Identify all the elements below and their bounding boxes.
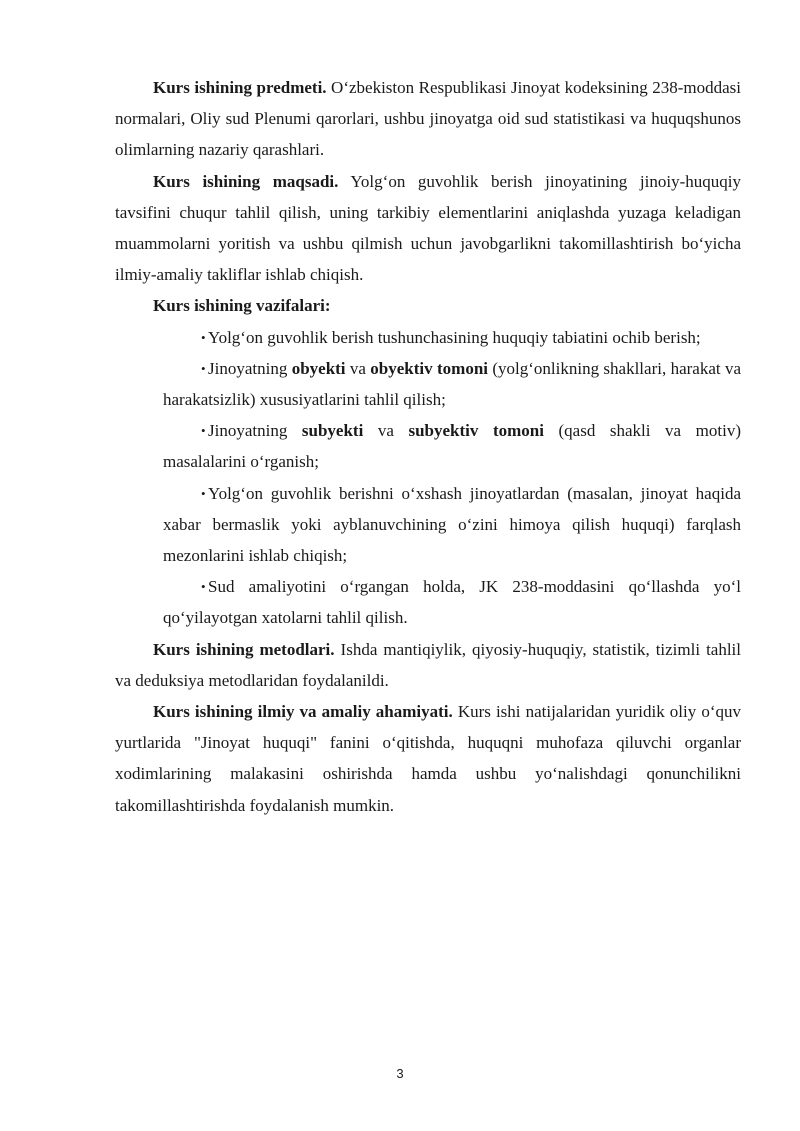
tasks-list: [115, 322, 741, 634]
methods-heading: Kurs ishining metodlari.: [153, 639, 335, 659]
task-text-pre: Jinoyatning: [208, 358, 292, 378]
list-item: [163, 322, 741, 353]
task-text-post: (yolg‘onlikning shakllari, harakat va harakatsizlik) xususiyatlarini tahlil qilish;: [163, 358, 741, 410]
significance-heading: Kurs ishining ilmiy va amaliy ahamiyati.: [153, 702, 453, 722]
task-text-mid: va: [345, 358, 371, 378]
task-text: Yolg‘on guvohlik berishni o‘xshash jinoyatlardan (masalan, jinoyat haqida xabar bermaslik yoki ayblanuvchining o‘zini himoya qilish huquqi) farqlash mezonlarini ishlab chiqish;: [163, 483, 741, 566]
list-item: [163, 478, 741, 572]
page-number: 3: [396, 1066, 404, 1081]
bullet-icon: •: [201, 485, 206, 501]
task-text-bold: subyektiv tomoni: [408, 421, 544, 441]
subject-heading: Kurs ishining predmeti.: [153, 78, 327, 97]
document-page: [115, 72, 741, 821]
list-item: [163, 571, 741, 633]
significance-paragraph: [115, 696, 741, 821]
subject-text: O‘zbekiston Respublikasi Jinoyat kodeksining 238-moddasi normalari, Oliy sud Plenumi qarorlari, ushbu jinoyatga oid sud statistikasi va huquqshunos olimlarning nazariy qarashlari.: [115, 78, 741, 160]
task-text-bold: subyekti: [301, 421, 364, 441]
task-text: Sud amaliyotini o‘rgangan holda, JK 238-moddasini qo‘llashda yo‘l qo‘yilayotgan xatolarni tahlil qilish.: [163, 577, 741, 628]
task-text: Yolg‘on guvohlik berish tushunchasining huquqiy tabiatini ochib berish;: [208, 327, 701, 347]
subject-paragraph: [115, 72, 741, 166]
task-text-bold: obyektiv tomoni: [370, 358, 488, 378]
methods-text: Ishda mantiqiylik, qiyosiy-huquqiy, statistik, tizimli tahlil va deduksiya metodlaridan foydalanildi.: [115, 639, 742, 690]
bullet-icon: •: [201, 329, 206, 345]
bullet-icon: •: [201, 423, 206, 439]
methods-paragraph: [115, 634, 741, 696]
task-text-pre: Jinoyatning: [208, 421, 302, 441]
goal-text: Yolg‘on guvohlik berish jinoyatining jinoiy-huquqiy tavsifini chuqur tahlil qilish, uning tarkibiy elementlarini aniqlashda yuzaga keladigan muammolarni yoritish va ushbu qilmish uchun javobgarlikni takomillashtirish bo‘yicha ilmiy-amaliy takliflar ishlab chiqish.: [115, 171, 741, 285]
bullet-icon: •: [201, 360, 206, 376]
task-text-bold: obyekti: [291, 358, 346, 378]
list-item: [163, 353, 741, 415]
list-item: [163, 415, 741, 477]
task-text-mid: va: [363, 421, 409, 441]
task-text-post: (qasd shakli va motiv) masalalarini o‘rganish;: [163, 421, 741, 472]
goal-heading: Kurs ishining maqsadi.: [153, 171, 339, 191]
bullet-icon: •: [201, 579, 206, 595]
tasks-heading: Kurs ishining vazifalari:: [153, 296, 331, 316]
goal-paragraph: [115, 166, 741, 291]
significance-text: Kurs ishi natijalaridan yuridik oliy o‘quv yurtlarida "Jinoyat huquqi" fanini o‘qitishda, huquqni muhofaza qiluvchi organlar xodimlarining malakasini oshirishda hamda ushbu yo‘nalishdagi qonunchilikni takomillashtirishda foydalanish mumkin.: [115, 702, 741, 815]
